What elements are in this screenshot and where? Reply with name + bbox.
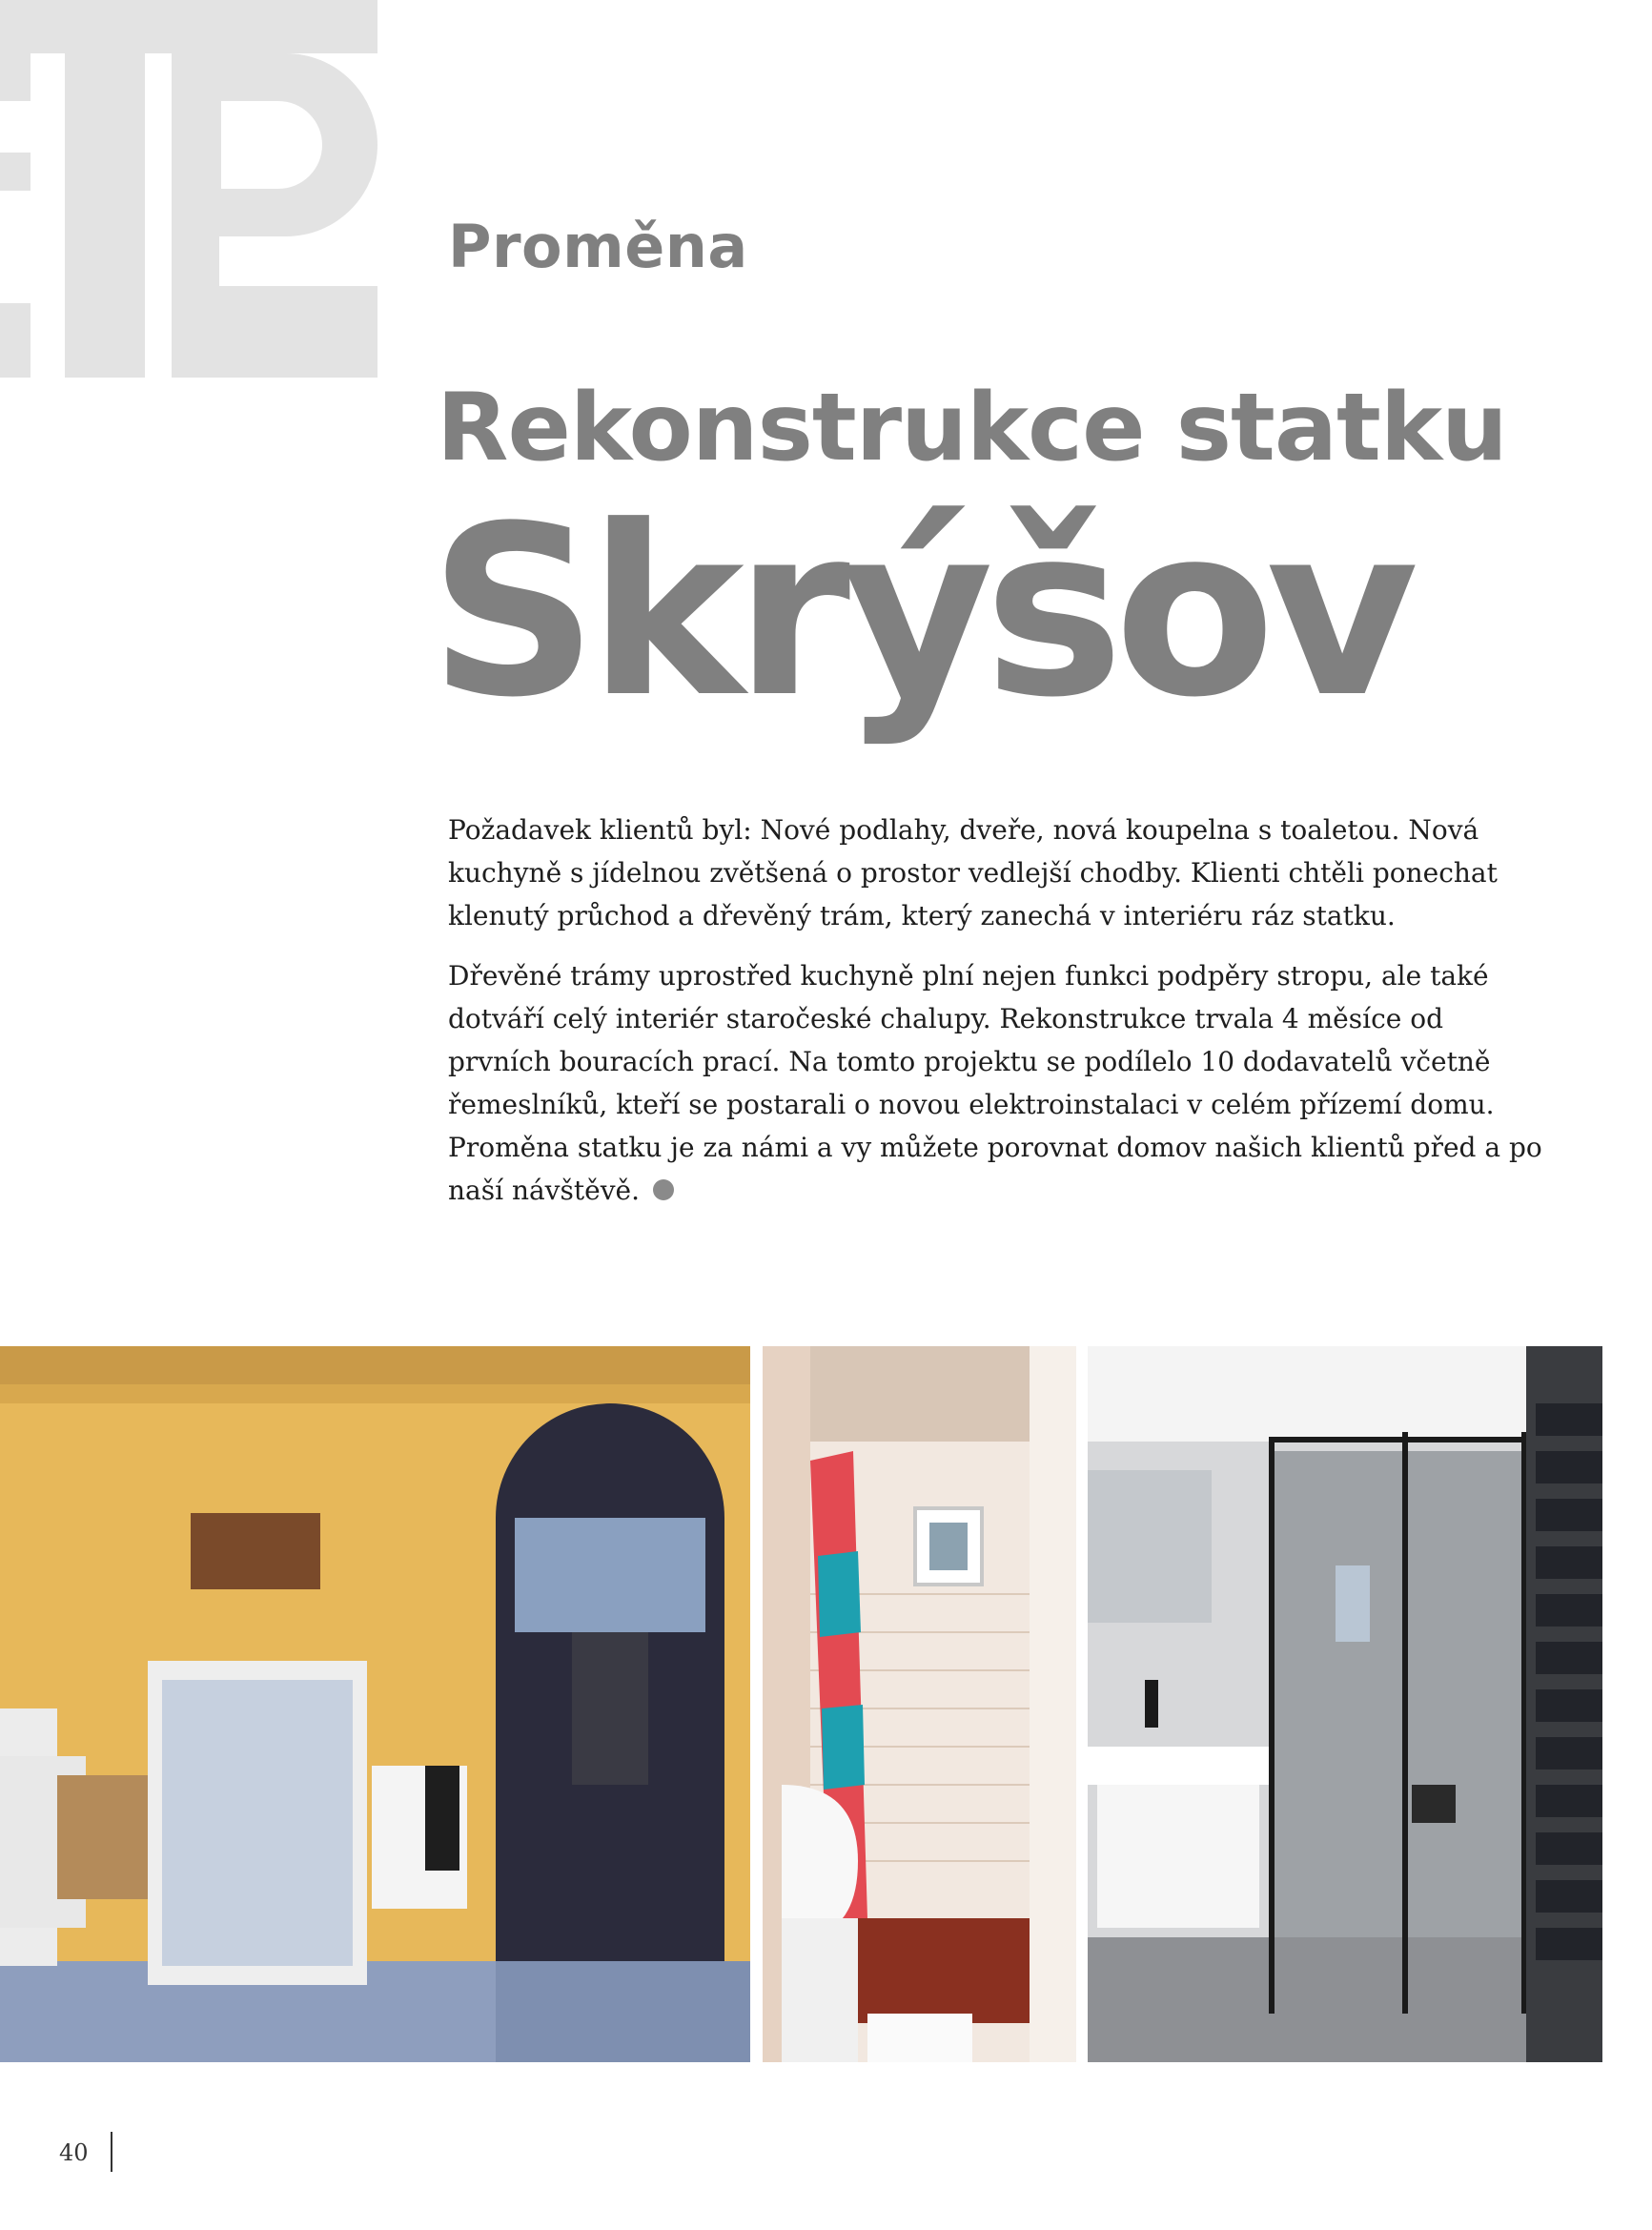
photo-kitchen-before [0,1346,750,2062]
section-kicker: Proměna [448,212,748,281]
page-number-divider [111,2132,112,2172]
page-number: 40 [59,2139,89,2166]
article-title-place: Skrýšov [429,477,1410,749]
photo-bathroom-after [1088,1346,1602,2062]
end-of-article-dot [653,1179,674,1200]
photo-bathroom-before [763,1346,1076,2062]
article-paragraph: Požadavek klientů byl: Nové podlahy, dveře, nová koupelna s toaletou. Nová kuchyně s jídelnou zvětšená o prostor vedlejší chodby. Klienti chtěli ponechat klenutý průchod a dřevěný trám, který zanechá v interiéru ráz statku. [448,814,1498,931]
brand-logo-mark [0,0,377,378]
article-title: Rekonstrukce statku [437,374,1507,482]
article-body [448,808,1554,1229]
article-paragraph-last: Dřevěné trámy uprostřed kuchyně plní nejen funkci podpěry stropu, ale také dotváří celý interiér staročeské chalupy. Rekonstrukce trvala 4 měsíce od prvních bouracích prací. Na tomto projektu se podílelo 10 dodavatelů včetně řemeslníků, kteří se postarali o novou elektroinstalaci v celém přízemí domu. Proměna statku je za námi a vy můžete porovnat domov našich klientů před a po naší návštěvě. [448,960,1542,1206]
